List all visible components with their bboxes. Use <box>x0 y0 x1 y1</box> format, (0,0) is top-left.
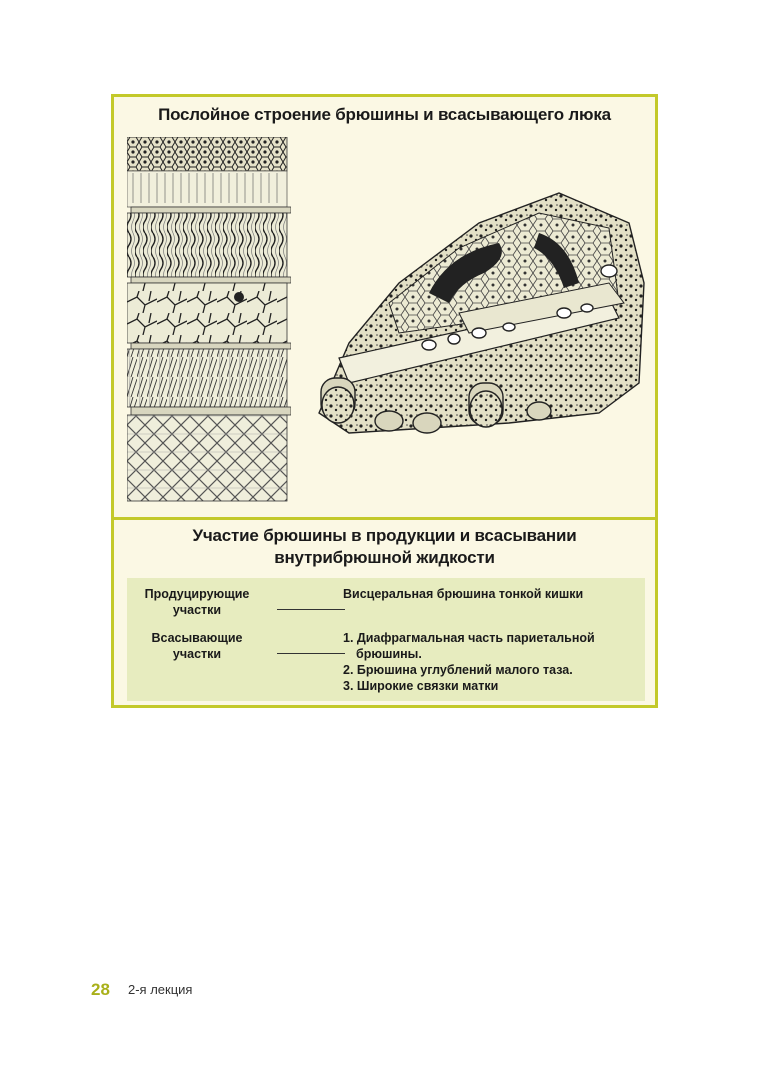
absorbing-hatch-illustration <box>309 183 651 445</box>
row-value-producing <box>343 586 583 602</box>
producing-value-text: Висцеральная брюшина тонкой кишки <box>343 587 584 601</box>
page-number: 28 <box>91 980 110 999</box>
section-divider <box>114 517 655 520</box>
participation-table <box>127 578 645 701</box>
absorbing-item-1: 1. Диафрагмальная часть париетальной брюшины. <box>343 631 595 661</box>
table-title: Участие брюшины в продукции и всасывании внутрибрюшной жидкости <box>192 526 577 567</box>
peritoneum-layers-illustration <box>127 137 291 505</box>
row-connector-line <box>277 653 345 654</box>
row-label-producing: Продуцирующие участки <box>144 587 250 617</box>
section-label: 2-я лекция <box>128 982 193 997</box>
absorbing-item-3: 3. Широкие связки матки <box>343 679 499 693</box>
absorbing-item-2: 2. Брюшина углублений малого таза. <box>343 663 573 677</box>
figure-title: Послойное строение брюшины и всасывающего люка <box>158 105 611 124</box>
row-connector-line <box>277 609 345 610</box>
figure-frame <box>111 94 658 708</box>
row-label-absorbing: Всасывающие участки <box>151 631 243 661</box>
row-value-absorbing <box>343 630 633 694</box>
